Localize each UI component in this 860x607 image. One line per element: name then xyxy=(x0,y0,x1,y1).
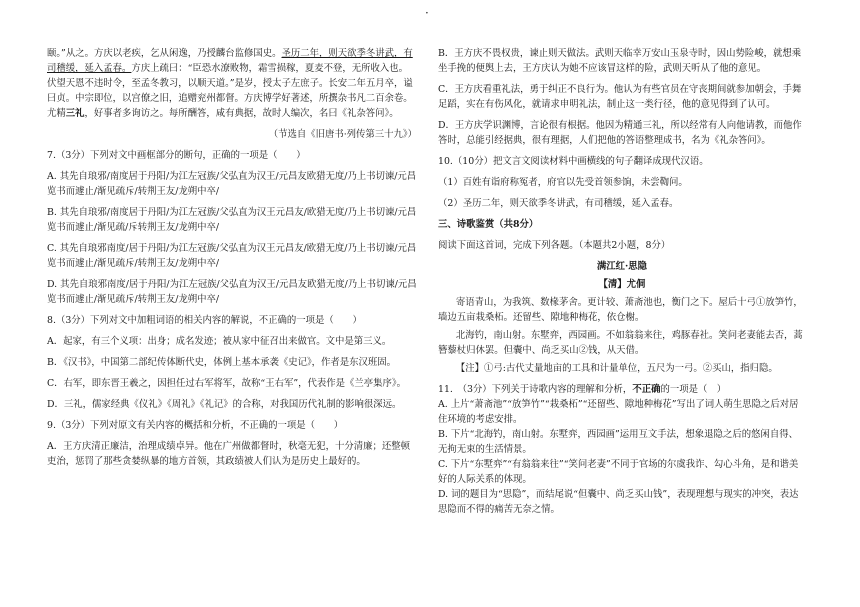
passage-source: （节选自《旧唐书·列传第三十九》） xyxy=(268,129,417,140)
option-b: B. 其先自琅邪/南度居于丹阳/为江左冠族/父弘直为汉王元昌友/欧猎无度/乃上书切谏/元昌览书而遽止/渐见疏/斥转荆王友/龙朔中卒/ xyxy=(47,207,417,233)
poem-stanza-2: 北海钓，南山射。东墅弈，西园画。不如翁翁来往，鸡豚春社。笑问老妻能去否，蒿簪藜杖归休罢。但囊中、尚乏买山②钱，从天借。 xyxy=(438,330,803,356)
poem-note: 【注】①弓:古代丈量地亩的工具和计量单位，五尺为一弓。②买山，指归隐。 xyxy=(455,363,778,374)
passage-text: 方庆上疏曰：“臣恐水潦败物，霜雪损稼，夏麦不登，无所收入也。伏望天恩不违时令，至孟冬教习，以顺天道。”是岁，授太子左庶子。长安二年五月卒，谥曰贞。中宗即位，以宫僚之旧，追赠兖州都督。方庆博学好著述，所撰杂书凡二百余卷。尤精 xyxy=(47,63,413,119)
option-c: C. 其先自琅邪南度/居于丹阳/为江左冠族/父弘直为汉王元昌友/欧猎无度/乃上书切谏/元昌览书而遽止/渐见疏斥/转荆王友/龙朔中卒/ xyxy=(47,243,417,269)
option-a: A．起家，有三个义项：出身；成名发迹；被从家中征召出来做官。文中是第三义。 xyxy=(47,336,392,347)
option-a: A．王方庆清正廉洁，治理成绩卓异。他在广州做都督时，秋毫无犯，十分清廉；还整顿吏治，惩罚了那些贪婪纵暴的地方首领，其政绩被人们认为是历史上最好的。 xyxy=(47,441,411,467)
right-column xyxy=(438,46,806,517)
question-stem: 7.（3分）下列对文中画框部分的断句，正确的一项是（ ） xyxy=(47,150,306,161)
option-d: D．三礼，儒家经典《仪礼》《周礼》《礼记》的合称，对我国历代礼制的影响很深远。 xyxy=(47,399,402,410)
question-11 xyxy=(438,382,806,517)
poem-title: 满江红·思隐 xyxy=(596,261,648,272)
poem-author: 【清】尤侗 xyxy=(598,279,646,290)
question-stem: 10.（10分）把文言文阅读材料中画横线的句子翻译成现代汉语。 xyxy=(438,156,709,167)
question-10 xyxy=(438,154,806,211)
page-marker: · xyxy=(425,6,429,20)
option-d: D. 词的题目为“思隐”，而结尾说“但囊中、尚乏买山钱”，表现理想与现实的冲突，表达思隐而不得的痛苦无奈之情。 xyxy=(438,489,799,515)
passage-text: ，好事者多询访之。每所酬答，咸有典据，故时人编次，名曰《礼杂答问》。 xyxy=(84,108,399,119)
poem-stanza-1: 寄语青山，为我筑、数椽茅舍。更计较、萧斋池也，衡门之下。屋后十弓①放笋竹，墙边五亩栽桑柘。还留些、隙地种梅花，依仓榭。 xyxy=(438,297,803,323)
passage-paragraph xyxy=(47,46,417,121)
option-d: D．王方庆学识渊博，言论很有根据。他因为精通三礼，所以经常有人向他请教，而他作答时，总能引经据典，很有理据，人们把他的答语整理成书，名为《礼杂答问》。 xyxy=(438,120,802,146)
section-intro: 阅读下面这首词，完成下列各题。（本题共2小题，8分） xyxy=(438,240,671,251)
option-b: B．《汉书》，中国第二部纪传体断代史，体例上基本承袭《史记》，作者是东汉班固。 xyxy=(47,357,397,368)
translation-item-1: （1）百姓有诣府称冤者，府官以先受首领参饷，未尝鞫问。 xyxy=(438,177,688,188)
bold-term: 三礼 xyxy=(65,108,85,119)
question-stem xyxy=(438,382,806,397)
option-a: A. 其先自琅邪/南度居于丹阳/为江左冠族/父弘直为汉王/元昌友欧猎无度/乃上书切谏/元昌览书而遽止/渐见疏斥/转荆王友/龙朔中卒/ xyxy=(47,171,417,197)
option-d: D. 其先自琅邪南度/居于丹阳/为江左冠族/父弘直为汉王/元昌友欧猎无度/乃上书切谏/元昌览书而遽止/渐见疏斥/转荆王友/龙朔中卒/ xyxy=(47,279,417,305)
option-c: C．王方庆看重礼法，勇于纠正不良行为。他认为有些官员在守丧期间就参加朝会，手舞足蹈，实在有伤风化，就请求申明礼法，制止这一类行径，他的意见得到了认可。 xyxy=(438,84,802,110)
passage-text: 颐。”从之。方庆以老疾，乞从闲逸，乃授麟台监修国史。 xyxy=(47,48,282,59)
question-9 xyxy=(47,418,417,469)
question-8 xyxy=(47,313,417,412)
question-9-continued xyxy=(438,46,806,148)
section-heading: 三、诗歌鉴赏（共8分） xyxy=(438,219,539,230)
option-c: C. 下片“东墅弈”“有翁翁来往”“笑问老妻”不同于官场的尔虞我诈、勾心斗角，是和谐美好的人际关系的体现。 xyxy=(438,459,799,485)
translation-item-2: （2）圣历二年，则天欲季冬讲武，有司稽缓，延入孟春。 xyxy=(438,198,679,209)
question-stem: 8.（3分）下列对文中加粗词语的相关内容的解说，不正确的一项是（ ） xyxy=(47,315,362,326)
poem xyxy=(438,259,806,376)
question-7 xyxy=(47,148,417,307)
option-a: A. 上片“萧斋池”“放笋竹”“栽桑柘”“还留些、隙地种梅花”写出了词人萌生思隐之后对居住环境的考虑安排。 xyxy=(438,399,799,425)
question-stem: 9.（3分）下列对原文有关内容的概括和分析，不正确的一项是（ ） xyxy=(47,420,344,431)
option-c: C．右军，即东晋王羲之，因担任过右军将军，故称“王右军”，代表作是《兰亭集序》。 xyxy=(47,378,406,389)
left-column xyxy=(47,46,417,469)
option-b: B. 下片“北海钓，南山射。东墅弈，西园画”运用互文手法，想象退隐之后的悠闲自得、无拘无束的生活情景。 xyxy=(438,429,798,455)
stem-text: 的一项是（ ） xyxy=(660,384,727,395)
option-b: B．王方庆不畏权贵，谏止则天做法。武则天临幸万安山玉泉寺时，因山势险峻，就想乘坐手挽的便舆上去，王方庆认为她不应该冒这样的险，武则天听从了他的意见。 xyxy=(438,48,802,74)
underlined-sentence: 圣历二年，则天欲季冬讲武，有司稽缓，延入孟春。 xyxy=(47,48,413,74)
stem-text: 11. （3分）下列关于诗歌内容的理解和分析， xyxy=(438,384,633,395)
stem-emphasis: 不正确 xyxy=(632,384,661,395)
